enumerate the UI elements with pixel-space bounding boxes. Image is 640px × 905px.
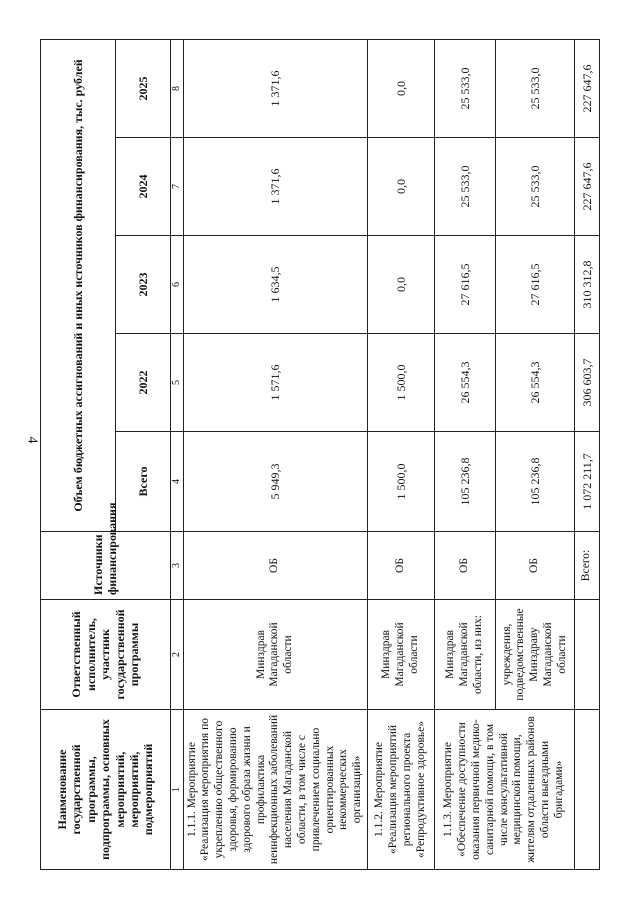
column-numbers-row (170, 39, 183, 869)
row-value-2022: 1 571,6 (183, 334, 367, 432)
col-number: 5 (170, 334, 183, 432)
page-number: 4 (24, 436, 40, 444)
row-value-2024: 1 371,6 (183, 138, 367, 236)
subrow-value-2023: 27 616,5 (496, 236, 575, 334)
header-year-2024: 2024 (116, 138, 171, 236)
subrow-value-total: 105 236,8 (496, 432, 575, 532)
subrow-value-2025: 25 533,0 (496, 39, 575, 137)
table-row (183, 39, 367, 869)
total-value-2025: 227 647,6 (575, 39, 600, 137)
row-source: ОБ (368, 532, 435, 600)
header-volume: Объем бюджетных ассигнований и иных источников финансирования, тыс. рублей (41, 39, 116, 531)
total-value-2022: 306 603,7 (575, 334, 600, 432)
total-empty-name (575, 710, 600, 870)
row-name: 1.1.1. Мероприятие «Реализация мероприятия по укреплению общественного здоровья, формированию здорового образа жизни и профилактика неинфекционных заболеваний населения Магаданской области, в том числе с привлечением социально ориентированных некоммерческих организаций» (183, 710, 367, 870)
total-value-total: 1 072 211,7 (575, 432, 600, 532)
row-value-2024: 0,0 (368, 138, 435, 236)
subrow-source: ОБ (496, 532, 575, 600)
total-label: Всего: (575, 532, 600, 600)
table-row (368, 39, 435, 869)
row-executor: Минздрав Магаданской области, из них: (435, 600, 496, 710)
row-name: 1.1.3. Мероприятие «Обеспечение доступности оказания первичной медико-санитарной помощи, в том числе консультативной медицинской помощи, жителям отдаленных районов области выездными бригадами» (435, 710, 575, 870)
row-value-2025: 1 371,6 (183, 39, 367, 137)
subrow-value-2024: 25 533,0 (496, 138, 575, 236)
row-value-2025: 25 533,0 (435, 39, 496, 137)
col-number: 4 (170, 432, 183, 532)
row-executor: Минздрав Магаданской области (183, 600, 367, 710)
header-year-2025: 2025 (116, 39, 171, 137)
total-value-2024: 227 647,6 (575, 138, 600, 236)
row-value-total: 5 949,3 (183, 432, 367, 532)
row-value-2023: 1 634,5 (183, 236, 367, 334)
subrow-value-2022: 26 554,3 (496, 334, 575, 432)
total-row (575, 39, 600, 869)
header-year-2023: 2023 (116, 236, 171, 334)
col-number: 6 (170, 236, 183, 334)
col-number: 8 (170, 39, 183, 137)
row-value-2022: 26 554,3 (435, 334, 496, 432)
row-executor: Минздрав Магаданской области (368, 600, 435, 710)
row-value-2025: 0,0 (368, 39, 435, 137)
row-value-total: 1 500,0 (368, 432, 435, 532)
header-row (41, 39, 116, 869)
row-source: ОБ (183, 532, 367, 600)
row-value-2023: 27 616,5 (435, 236, 496, 334)
total-value-2023: 310 312,8 (575, 236, 600, 334)
col-number: 1 (170, 710, 183, 870)
header-year-2022: 2022 (116, 334, 171, 432)
row-value-total: 105 236,8 (435, 432, 496, 532)
header-source: Источники финансирования (41, 532, 171, 600)
header-name: Наименование государственной программы, подпрограммы, основных мероприятий, мероприятий, подмероприятий (41, 710, 171, 870)
subrow-executor: учреждения, подведомственные Минздраву Магаданской области (496, 600, 575, 710)
table-row (435, 39, 496, 869)
table-frame (40, 40, 600, 870)
rotated-table-container (40, 40, 600, 870)
col-number: 3 (170, 532, 183, 600)
funding-table (40, 39, 600, 870)
row-name: 1.1.2. Мероприятие «Реализация мероприятий регионального проекта «Репродуктивное здоровье» (368, 710, 435, 870)
col-number: 2 (170, 600, 183, 710)
col-number: 7 (170, 138, 183, 236)
header-executor: Ответственный исполнитель, участник государственной программы (41, 600, 171, 710)
row-value-2023: 0,0 (368, 236, 435, 334)
row-source: ОБ (435, 532, 496, 600)
row-value-2024: 25 533,0 (435, 138, 496, 236)
row-value-2022: 1 500,0 (368, 334, 435, 432)
header-year-total: Всего (116, 432, 171, 532)
total-empty-executor (575, 600, 600, 710)
